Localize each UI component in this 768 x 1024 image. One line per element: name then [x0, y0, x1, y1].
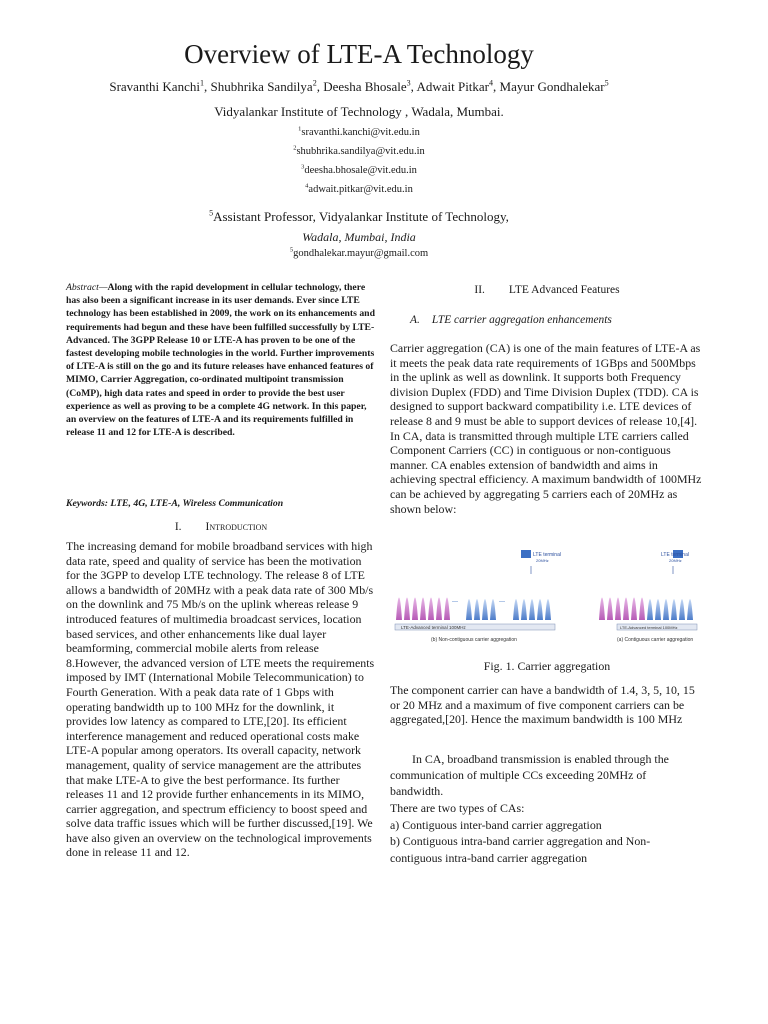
email-sup: 4 [305, 182, 309, 190]
author-sep: , [204, 79, 211, 94]
author-sup: 5 [604, 78, 609, 88]
component-carrier-paragraph: The component carrier can have a bandwidth of 1.4, 3, 5, 10, 15 or 20 MHz and a maximum of five component carriers can be aggregated,[20]. Hence the maximum bandwidth is 100 MHz [390, 683, 695, 727]
author-name: Shubhrika Sandilya [210, 79, 313, 94]
author-sup: 1 [199, 78, 204, 88]
professor-email [0, 246, 718, 262]
right-lte-sub: 20MHz [669, 558, 682, 563]
keywords: Keywords: LTE, 4G, LTE-A, Wireless Communication [66, 498, 284, 509]
ca-type-item: b) Contiguous intra-band carrier aggregation and Non-contiguous intra-band carrier aggregation [390, 834, 651, 865]
affiliation: Vidyalankar Institute of Technology , Wadala, Mumbai. [214, 104, 504, 119]
email-link[interactable]: shubhrika.sandilya@vit.edu.in [296, 146, 425, 157]
ca-type-item: a) Contiguous inter-band carrier aggregation [390, 817, 602, 832]
professor-sup: 5 [209, 208, 214, 218]
author-sup: 3 [406, 78, 411, 88]
email-sup: 2 [293, 144, 297, 152]
email-link[interactable]: adwait.pitkar@vit.edu.in [308, 184, 413, 195]
section-heading-features [392, 283, 702, 297]
email-line [0, 161, 718, 180]
left-bar-label: LTE-Advanced terminal 100MHz [401, 625, 466, 630]
professor-affiliation [0, 208, 718, 226]
left-ellipsis-2: ... [499, 595, 505, 604]
abstract-text: Along with the rapid development in cellular technology, there has also been a significant increase in its user demands. Ever since LTE technology has been established in 2009, the work on its enhancements and requirements had begun and these have been fulfilled successfully by LTE-Advanced. The 3GPP Release 10 or LTE-A has proven to be one of the fastest developing mobile technologies in the world. Further improvements of LTE-A is still on the go and its future releases have enhanced features of MIMO, Carrier Aggregation, co-ordinated multipoint transmission (CoMP), high data rates and speed in order to provide the best user experience as well as proving to be a complete 4G network. In this paper, an overview on the features of LTE-A and its requirements fulfilled in release 11 and 12 for LTE-A is described. [66, 282, 375, 439]
carrier-aggregation-figure [391, 540, 703, 650]
left-ellipsis-1: ... [452, 595, 458, 604]
author-sep: , [410, 79, 417, 94]
email-sup: 3 [301, 163, 305, 171]
abstract [66, 281, 376, 439]
subsection-title: LTE carrier aggregation enhancements [431, 314, 612, 326]
author-name: Mayur Gondhalekar [499, 79, 605, 94]
author-name: Sravanthi Kanchi [109, 79, 200, 94]
carrier-aggregation-paragraph: Carrier aggregation (CA) is one of the main features of LTE-A as it meets the peak data rate requirements of 1GBps and 500Mbps in the uplink as well as downlink. It supports both Frequency division Duplex (FDD) and Time Division Duplex (TDD). CA is designed to support backward compatibility i.e. LTE devices of release 8 and 9 must be able to support devices of release 10,[4]. In CA, data is transmitted through multiple LTE carriers called Component Carriers (CC) in contiguous or non-contiguous manner. CA enables extension of bandwidth and aims in achieving spectral efficiency. A maximum bandwidth of 100MHz can be achieved by aggregating 5 carriers each of 20MHz as shown below: [390, 341, 702, 516]
email-link[interactable]: deesha.bhosale@vit.edu.in [304, 165, 417, 176]
section-title: Introduction [205, 521, 268, 533]
author-name: Deesha Bhosale [323, 79, 407, 94]
figure-caption: Fig. 1. Carrier aggregation [483, 659, 611, 673]
subsection-heading [410, 314, 710, 326]
left-lte-label: LTE terminal [533, 552, 561, 558]
author-sup: 4 [489, 78, 494, 88]
left-panel-caption: (b) Non-contiguous carrier aggregation [431, 637, 517, 643]
professor-email-link[interactable]: gondhalekar.mayur@gmail.com [293, 248, 429, 259]
email-line [0, 180, 718, 199]
section-heading-introduction [66, 520, 376, 534]
professor-location: Wadala, Mumbai, India [302, 230, 416, 244]
right-bar-label: LTE-Advanced terminal 100MHz [620, 625, 678, 630]
subsection-number: A. [410, 314, 420, 326]
professor-title: Assistant Professor, Vidyalankar Institute of Technology, [213, 209, 509, 224]
ca-types-intro: There are two types of CAs: [390, 801, 525, 815]
author-sep: , [316, 79, 324, 94]
author-list [0, 78, 718, 96]
author-sup: 2 [312, 78, 317, 88]
introduction-body: The increasing demand for mobile broadband services with high data rate, speed and quality of service has been the motivation for the 3GPP to develop LTE technology. The release 8 of LTE allows a bandwidth of 20MHz with a peak data rate of 300 Mb/s on the downlink and 75 Mb/s on the uplink whereas release 9 introduced features of multimedia broadcast services, location based services, and other enhancements like dual layer beamforming, commercial mobile alerts from release 8.However, the advanced version of LTE meets the requirements imposed by IMT (International Mobile Telecommunication) to Fourth Generation. With a peak data rate of 1 Gbps with operating bandwidth up to 100 MHz for the downlink, it provides low latency as compared to LTE,[20]. Its efficient interference management and reduced operational costs make LTE-A popular among operators. Its overall capacity, network management, quality of service management are the attributes that make LTE-A to give the best performance. Its further releases 11 and 12 provide further enhancements in its MIMO, carrier aggregation, and spectrum efficiency to boost speed and solve data traffic issues which will be further discussed,[19]. We have also given an overview on the technological improvements done in release 11 and 12. [66, 539, 375, 860]
section-number: I. [174, 521, 182, 533]
section-title: LTE Advanced Features [508, 284, 620, 296]
left-lte-sub: 20MHz [536, 558, 549, 563]
paper-title: Overview of LTE-A Technology [184, 39, 534, 69]
abstract-dash: — [98, 282, 108, 293]
right-lte-label: LTE terminal [661, 552, 689, 558]
author-name: Adwait Pitkar [416, 79, 490, 94]
email-line [0, 123, 718, 142]
section-number: II. [474, 284, 485, 296]
email-list [0, 123, 718, 199]
right-panel-caption: (a) Contiguous carrier aggregation [617, 637, 694, 643]
ca-types-list [390, 800, 702, 866]
email-link[interactable]: sravanthi.kanchi@vit.edu.in [301, 127, 420, 138]
broadband-paragraph: In CA, broadband transmission is enabled through the communication of multiple CCs exceeding 20MHz of bandwidth. [390, 752, 669, 798]
email-sup: 1 [298, 125, 302, 133]
author-sep: , [493, 79, 500, 94]
professor-email-sup: 5 [289, 246, 294, 254]
email-line [0, 142, 718, 161]
lte-terminal-icon [521, 550, 531, 558]
abstract-lead: Abstract [66, 282, 99, 293]
